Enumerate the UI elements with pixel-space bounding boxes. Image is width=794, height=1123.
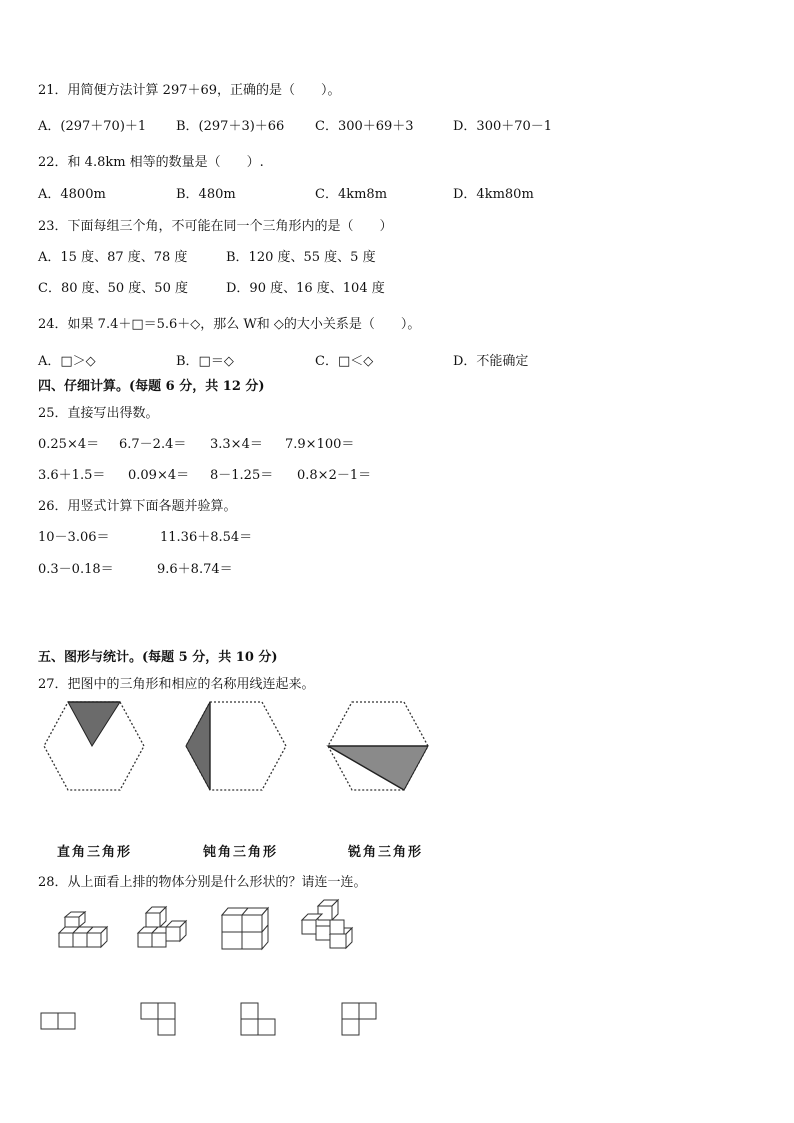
q22-option-d[interactable]: D．4km80m: [453, 187, 534, 202]
shaded-triangle[interactable]: [186, 702, 210, 790]
q24-option-b[interactable]: B．□＝◇: [176, 354, 234, 369]
q24-option-d[interactable]: D．不能确定: [453, 354, 529, 369]
q23-option-d[interactable]: D．90 度、16 度、104 度: [226, 281, 385, 296]
cube-object-1[interactable]: [57, 915, 107, 953]
q25-item: 3.6＋1.5＝: [38, 468, 106, 483]
q26-stem: 26．用竖式计算下面各题并验算。: [38, 499, 237, 514]
hexagon-figure-2: [184, 700, 288, 792]
q22-option-c[interactable]: C．4km8m: [315, 187, 388, 202]
q21-option-a[interactable]: A．(297＋70)＋1: [38, 119, 147, 134]
q23-option-a[interactable]: A．15 度、87 度、78 度: [38, 250, 188, 265]
q26-item: 10－3.06＝: [38, 530, 110, 545]
shaded-triangle[interactable]: [328, 746, 428, 790]
top-view-shape-3[interactable]: [240, 1002, 276, 1036]
q25-item: 3.3×4＝: [210, 437, 263, 452]
q23-stem: 23．下面每组三个角，不可能在同一个三角形内的是（ ）: [38, 219, 393, 234]
q22-option-b[interactable]: B．480m: [176, 187, 236, 202]
q25-item: 7.9×100＝: [285, 437, 355, 452]
q22-stem: 22．和 4.8km 相等的数量是（ ）.: [38, 155, 264, 170]
q28-stem: 28．从上面看上排的物体分别是什么形状的？请连一连。: [38, 875, 367, 890]
top-view-shape-4[interactable]: [341, 1002, 377, 1036]
top-view-shape-1[interactable]: [40, 1012, 76, 1030]
q25-stem: 25．直接写出得数。: [38, 406, 159, 421]
q24-stem: 24．如果 7.4＋□＝5.6＋◇，那么 W和 ◇的大小关系是（ ）。: [38, 317, 421, 332]
q21-stem: 21．用简便方法计算 297＋69，正确的是（ ）。: [38, 83, 341, 98]
q24-option-c[interactable]: C．□＜◇: [315, 354, 374, 369]
shaded-triangle[interactable]: [68, 702, 120, 746]
q26-item: 11.36＋8.54＝: [160, 530, 253, 545]
q25-item: 8－1.25＝: [210, 468, 274, 483]
q26-item: 9.6＋8.74＝: [157, 562, 233, 577]
q22-option-a[interactable]: A．4800m: [38, 187, 106, 202]
q24-option-a[interactable]: A．□＞◇: [38, 354, 96, 369]
q26-item: 0.3－0.18＝: [38, 562, 114, 577]
hexagon-figure-3: [326, 700, 430, 792]
q25-item: 0.25×4＝: [38, 437, 100, 452]
cube-object-3[interactable]: [220, 905, 270, 951]
section4-title: 四、仔细计算。(每题 6 分，共 12 分): [38, 379, 265, 394]
cube-object-4[interactable]: [300, 898, 354, 952]
q21-option-c[interactable]: C．300＋69＋3: [315, 119, 414, 134]
q25-item: 0.09×4＝: [128, 468, 190, 483]
q21-option-b[interactable]: B．(297＋3)＋66: [176, 119, 285, 134]
label-acute-triangle[interactable]: 锐角三角形: [348, 845, 424, 860]
hexagon-figure-1: [42, 700, 146, 792]
cube-object-2[interactable]: [136, 905, 188, 955]
q25-item: 0.8×2－1＝: [297, 468, 372, 483]
q25-item: 6.7－2.4＝: [119, 437, 187, 452]
section5-title: 五、图形与统计。(每题 5 分，共 10 分): [38, 650, 278, 665]
top-view-shape-2[interactable]: [140, 1002, 176, 1036]
label-obtuse-triangle[interactable]: 钝角三角形: [203, 845, 279, 860]
label-right-triangle[interactable]: 直角三角形: [57, 845, 133, 860]
q23-option-b[interactable]: B．120 度、55 度、5 度: [226, 250, 376, 265]
q27-stem: 27．把图中的三角形和相应的名称用线连起来。: [38, 677, 315, 692]
q23-option-c[interactable]: C．80 度、50 度、50 度: [38, 281, 188, 296]
q21-option-d[interactable]: D．300＋70－1: [453, 119, 553, 134]
